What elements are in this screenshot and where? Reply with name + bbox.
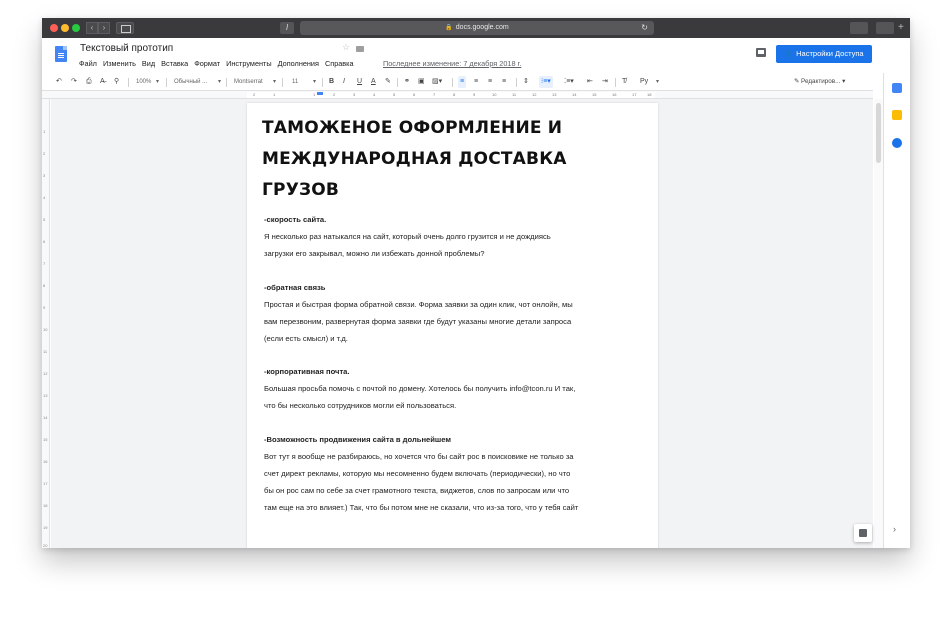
align-right-icon[interactable]: ≡ <box>488 78 493 85</box>
link-icon[interactable]: ⚭ <box>404 78 410 85</box>
ruler-number: 2 <box>43 151 46 156</box>
ruler-number: 12 <box>43 371 48 376</box>
ruler-number: 8 <box>453 92 456 97</box>
toolbar-divider <box>516 78 517 87</box>
ruler-number: 1 <box>313 92 316 97</box>
text-color-button[interactable]: A <box>371 78 376 85</box>
ruler-number: 18 <box>43 503 48 508</box>
paragraph-line: Большая просьба помочь с почтой по домену. Хотелось бы получить info@tcon.ru И так, <box>264 384 576 393</box>
indent-marker[interactable] <box>317 92 323 95</box>
input-tools-button[interactable]: Ру <box>640 78 649 85</box>
toolbar-divider <box>322 78 323 87</box>
lock-icon: 🔒 <box>445 25 453 31</box>
docs-header <box>42 38 910 76</box>
explore-icon[interactable] <box>854 524 872 542</box>
ruler-number: 6 <box>43 239 46 244</box>
font-size-select[interactable]: 11 <box>292 79 299 85</box>
side-panel <box>883 73 910 548</box>
toolbar-divider <box>282 78 283 87</box>
redo-icon[interactable]: ↷ <box>71 78 77 85</box>
menu-insert[interactable]: Вставка <box>161 59 189 68</box>
ruler-number: 1 <box>43 129 46 134</box>
comment-add-icon[interactable]: ▣ <box>418 78 425 85</box>
style-dropdown-icon[interactable]: ▾ <box>218 79 222 85</box>
style-select[interactable]: Обычный ... <box>174 79 208 85</box>
ruler-number: 18 <box>647 92 652 97</box>
ruler-number: 4 <box>373 92 376 97</box>
image-icon[interactable]: ▨▾ <box>432 78 443 85</box>
ruler-number: 7 <box>433 92 436 97</box>
ruler-number: 20 <box>43 543 48 548</box>
chevron-right-icon[interactable]: › <box>893 524 896 534</box>
docs-logo-icon[interactable] <box>55 46 67 62</box>
document-title[interactable]: Текстовый прототип <box>80 43 174 54</box>
section-title: -обратная связь <box>264 283 326 292</box>
paragraph-line: бы он рос сам по себе за счет грамотного текста, виджетов, слов по запросам или что <box>264 486 570 495</box>
scrollbar-thumb[interactable] <box>876 103 881 163</box>
paragraph-line: вам перезвоним, развернутая форма заявки где будут указаны многие детали запроса <box>264 317 572 326</box>
ruler-number: 7 <box>43 261 46 266</box>
ruler-number: 13 <box>552 92 557 97</box>
ruler-number: 15 <box>43 437 48 442</box>
ruler-number: 15 <box>592 92 597 97</box>
section-title: -скорость сайта. <box>264 215 327 224</box>
paint-format-icon[interactable]: ⚲ <box>114 78 120 85</box>
ruler-number: 17 <box>632 92 637 97</box>
url-text: docs.google.com <box>455 24 509 31</box>
spellcheck-icon[interactable]: A̶ <box>100 78 105 85</box>
bulleted-list-icon[interactable]: ⁚≡▾ <box>564 78 574 85</box>
star-icon[interactable]: ☆ <box>342 42 351 52</box>
increase-indent-icon[interactable]: ⇥ <box>602 78 608 85</box>
font-dropdown-icon[interactable]: ▾ <box>273 79 277 85</box>
menu-file[interactable]: Файл <box>79 59 97 68</box>
new-tab-icon[interactable]: + <box>898 22 904 33</box>
reload-icon[interactable]: ↻ <box>641 23 648 32</box>
ruler-number: 2 <box>333 92 336 97</box>
toolbar-divider <box>226 78 227 87</box>
ruler-number: 6 <box>413 92 416 97</box>
clear-formatting-icon[interactable]: T̸ <box>622 78 627 85</box>
numbered-list-icon[interactable]: ⁝≡▾ <box>539 76 553 88</box>
align-left-icon[interactable]: ≡ <box>458 76 466 88</box>
toolbar-divider <box>397 78 398 87</box>
paragraph-line: что бы несколько сотрудников могли ей пользоваться. <box>264 401 457 410</box>
paragraph-line: (если есть смысл) и т.д. <box>264 334 348 343</box>
paragraph-line: Простая и быстрая форма обратной связи. Форма заявки за один клик, чот онлойн, мы <box>264 300 573 309</box>
ruler-number: 16 <box>43 459 48 464</box>
sidebar-toggle-icon[interactable] <box>116 22 134 34</box>
minimize-window-button[interactable] <box>61 24 69 32</box>
menu-help[interactable]: Справка <box>324 59 354 68</box>
underline-button[interactable]: U <box>357 78 363 85</box>
comments-icon[interactable] <box>756 48 766 57</box>
bold-button[interactable]: B <box>329 78 335 85</box>
ruler-number: 5 <box>43 217 46 222</box>
paragraph-line: загрузки его закрывал, можно ли избежать донной проблемы? <box>264 249 485 258</box>
ruler-number: 3 <box>353 92 356 97</box>
toolbar-divider <box>452 78 453 87</box>
line-spacing-icon[interactable]: ⇕ <box>523 78 529 85</box>
paragraph-line: Вот тут я вообще не разбираюсь, но хочется что бы сайт рос в поисковике не только за <box>264 452 574 461</box>
ruler-number: 10 <box>492 92 497 97</box>
font-select[interactable]: Montserrat <box>234 79 263 85</box>
align-center-icon[interactable]: ≡ <box>474 78 479 85</box>
font-size-dropdown-icon[interactable]: ▾ <box>313 79 317 85</box>
paragraph-line: там еще на это влияет.) Так, что бы потом мне не сказали, что из-за того, что у тебя сайт <box>264 503 579 512</box>
ruler-number: 5 <box>393 92 396 97</box>
address-bar[interactable] <box>300 21 654 35</box>
tasks-icon[interactable] <box>892 138 902 148</box>
ruler-number: 14 <box>43 415 48 420</box>
paragraph-line: Я несколько раз натыкался на сайт, который очень долго грузится и не дождиясь <box>264 232 551 241</box>
forward-icon[interactable]: › <box>98 22 110 34</box>
back-icon[interactable]: ‹ <box>86 22 98 34</box>
ruler-number: 17 <box>43 481 48 486</box>
ruler-number: 4 <box>43 195 46 200</box>
toolbar-divider <box>615 78 616 87</box>
ruler-number: 1 <box>273 92 276 97</box>
toolbar-divider <box>128 78 129 87</box>
heading-line: ГРУЗОВ <box>262 180 340 200</box>
section-title: -корпоративная почта. <box>264 367 350 376</box>
ruler-number: 3 <box>43 173 46 178</box>
paragraph-line: счет директ рекламы, которую мы несомненно будем включать (периодически), но что <box>264 469 571 478</box>
menu-addons[interactable]: Дополнения <box>277 59 319 68</box>
decrease-indent-icon[interactable]: ⇤ <box>587 78 593 85</box>
keep-icon[interactable] <box>892 110 902 120</box>
italic-button[interactable]: I <box>343 78 345 85</box>
history-nav <box>86 22 110 34</box>
pencil-icon: ✎ <box>794 78 802 85</box>
ruler-number: 11 <box>43 349 48 354</box>
ruler-scale <box>247 92 655 98</box>
extension-icon[interactable]: l <box>280 22 294 34</box>
editing-mode-select[interactable]: ✎ Редактиров... ▾ <box>794 78 846 85</box>
ruler-number: 9 <box>473 92 476 97</box>
ruler-number: 2 <box>253 92 256 97</box>
zoom-dropdown-icon[interactable]: ▾ <box>156 79 160 85</box>
horizontal-ruler <box>42 91 873 99</box>
menu-tools[interactable]: Инструменты <box>226 59 272 68</box>
ruler-number: 16 <box>612 92 617 97</box>
document-canvas <box>51 99 873 548</box>
ruler-number: 12 <box>532 92 537 97</box>
folder-icon[interactable] <box>356 46 364 52</box>
formatting-toolbar <box>42 73 873 91</box>
calendar-icon[interactable] <box>892 83 902 93</box>
menu-format[interactable]: Формат <box>194 59 221 68</box>
last-edit-link[interactable]: Последнее изменение: 7 декабря 2018 г. <box>383 59 522 68</box>
heading-line: ТАМОЖЕНОЕ ОФОРМЛЕНИЕ И <box>262 118 563 138</box>
ruler-number: 10 <box>43 327 48 332</box>
vertical-scrollbar[interactable] <box>874 99 883 548</box>
browser-share-icon[interactable] <box>850 22 868 34</box>
print-icon[interactable]: ⎙ <box>86 78 92 85</box>
menu-bar <box>79 59 354 68</box>
vertical-ruler <box>42 99 50 548</box>
browser-window <box>42 18 910 548</box>
share-button[interactable] <box>776 45 872 63</box>
close-window-button[interactable] <box>50 24 58 32</box>
menu-edit[interactable]: Изменить <box>102 59 136 68</box>
share-button-label: Настройки Доступа <box>796 49 864 58</box>
align-justify-icon[interactable]: ≡ <box>502 78 507 85</box>
browser-toolbar <box>42 18 910 38</box>
undo-icon[interactable]: ↶ <box>56 78 62 85</box>
ruler-number: 19 <box>43 525 48 530</box>
ruler-number: 14 <box>572 92 577 97</box>
heading-line: МЕЖДУНАРОДНАЯ ДОСТАВКА <box>262 149 567 169</box>
tabs-overview-icon[interactable] <box>876 22 894 34</box>
ruler-number: 9 <box>43 305 46 310</box>
ruler-number: 8 <box>43 283 46 288</box>
zoom-window-button[interactable] <box>72 24 80 32</box>
ruler-number: 13 <box>43 393 48 398</box>
menu-view[interactable]: Вид <box>141 59 156 68</box>
section-title: -Возможность продвижения сайта в дольнейшем <box>264 435 451 444</box>
toolbar-divider <box>166 78 167 87</box>
highlight-icon[interactable]: ✎ <box>385 78 391 85</box>
zoom-select[interactable]: 100% <box>136 79 152 85</box>
editing-mode-label: Редактиров... <box>801 78 841 85</box>
input-tools-dropdown-icon[interactable]: ▾ <box>656 79 660 85</box>
lock-icon: 👤 <box>784 51 794 58</box>
ruler-number: 11 <box>512 92 517 97</box>
document-page[interactable] <box>247 103 658 548</box>
